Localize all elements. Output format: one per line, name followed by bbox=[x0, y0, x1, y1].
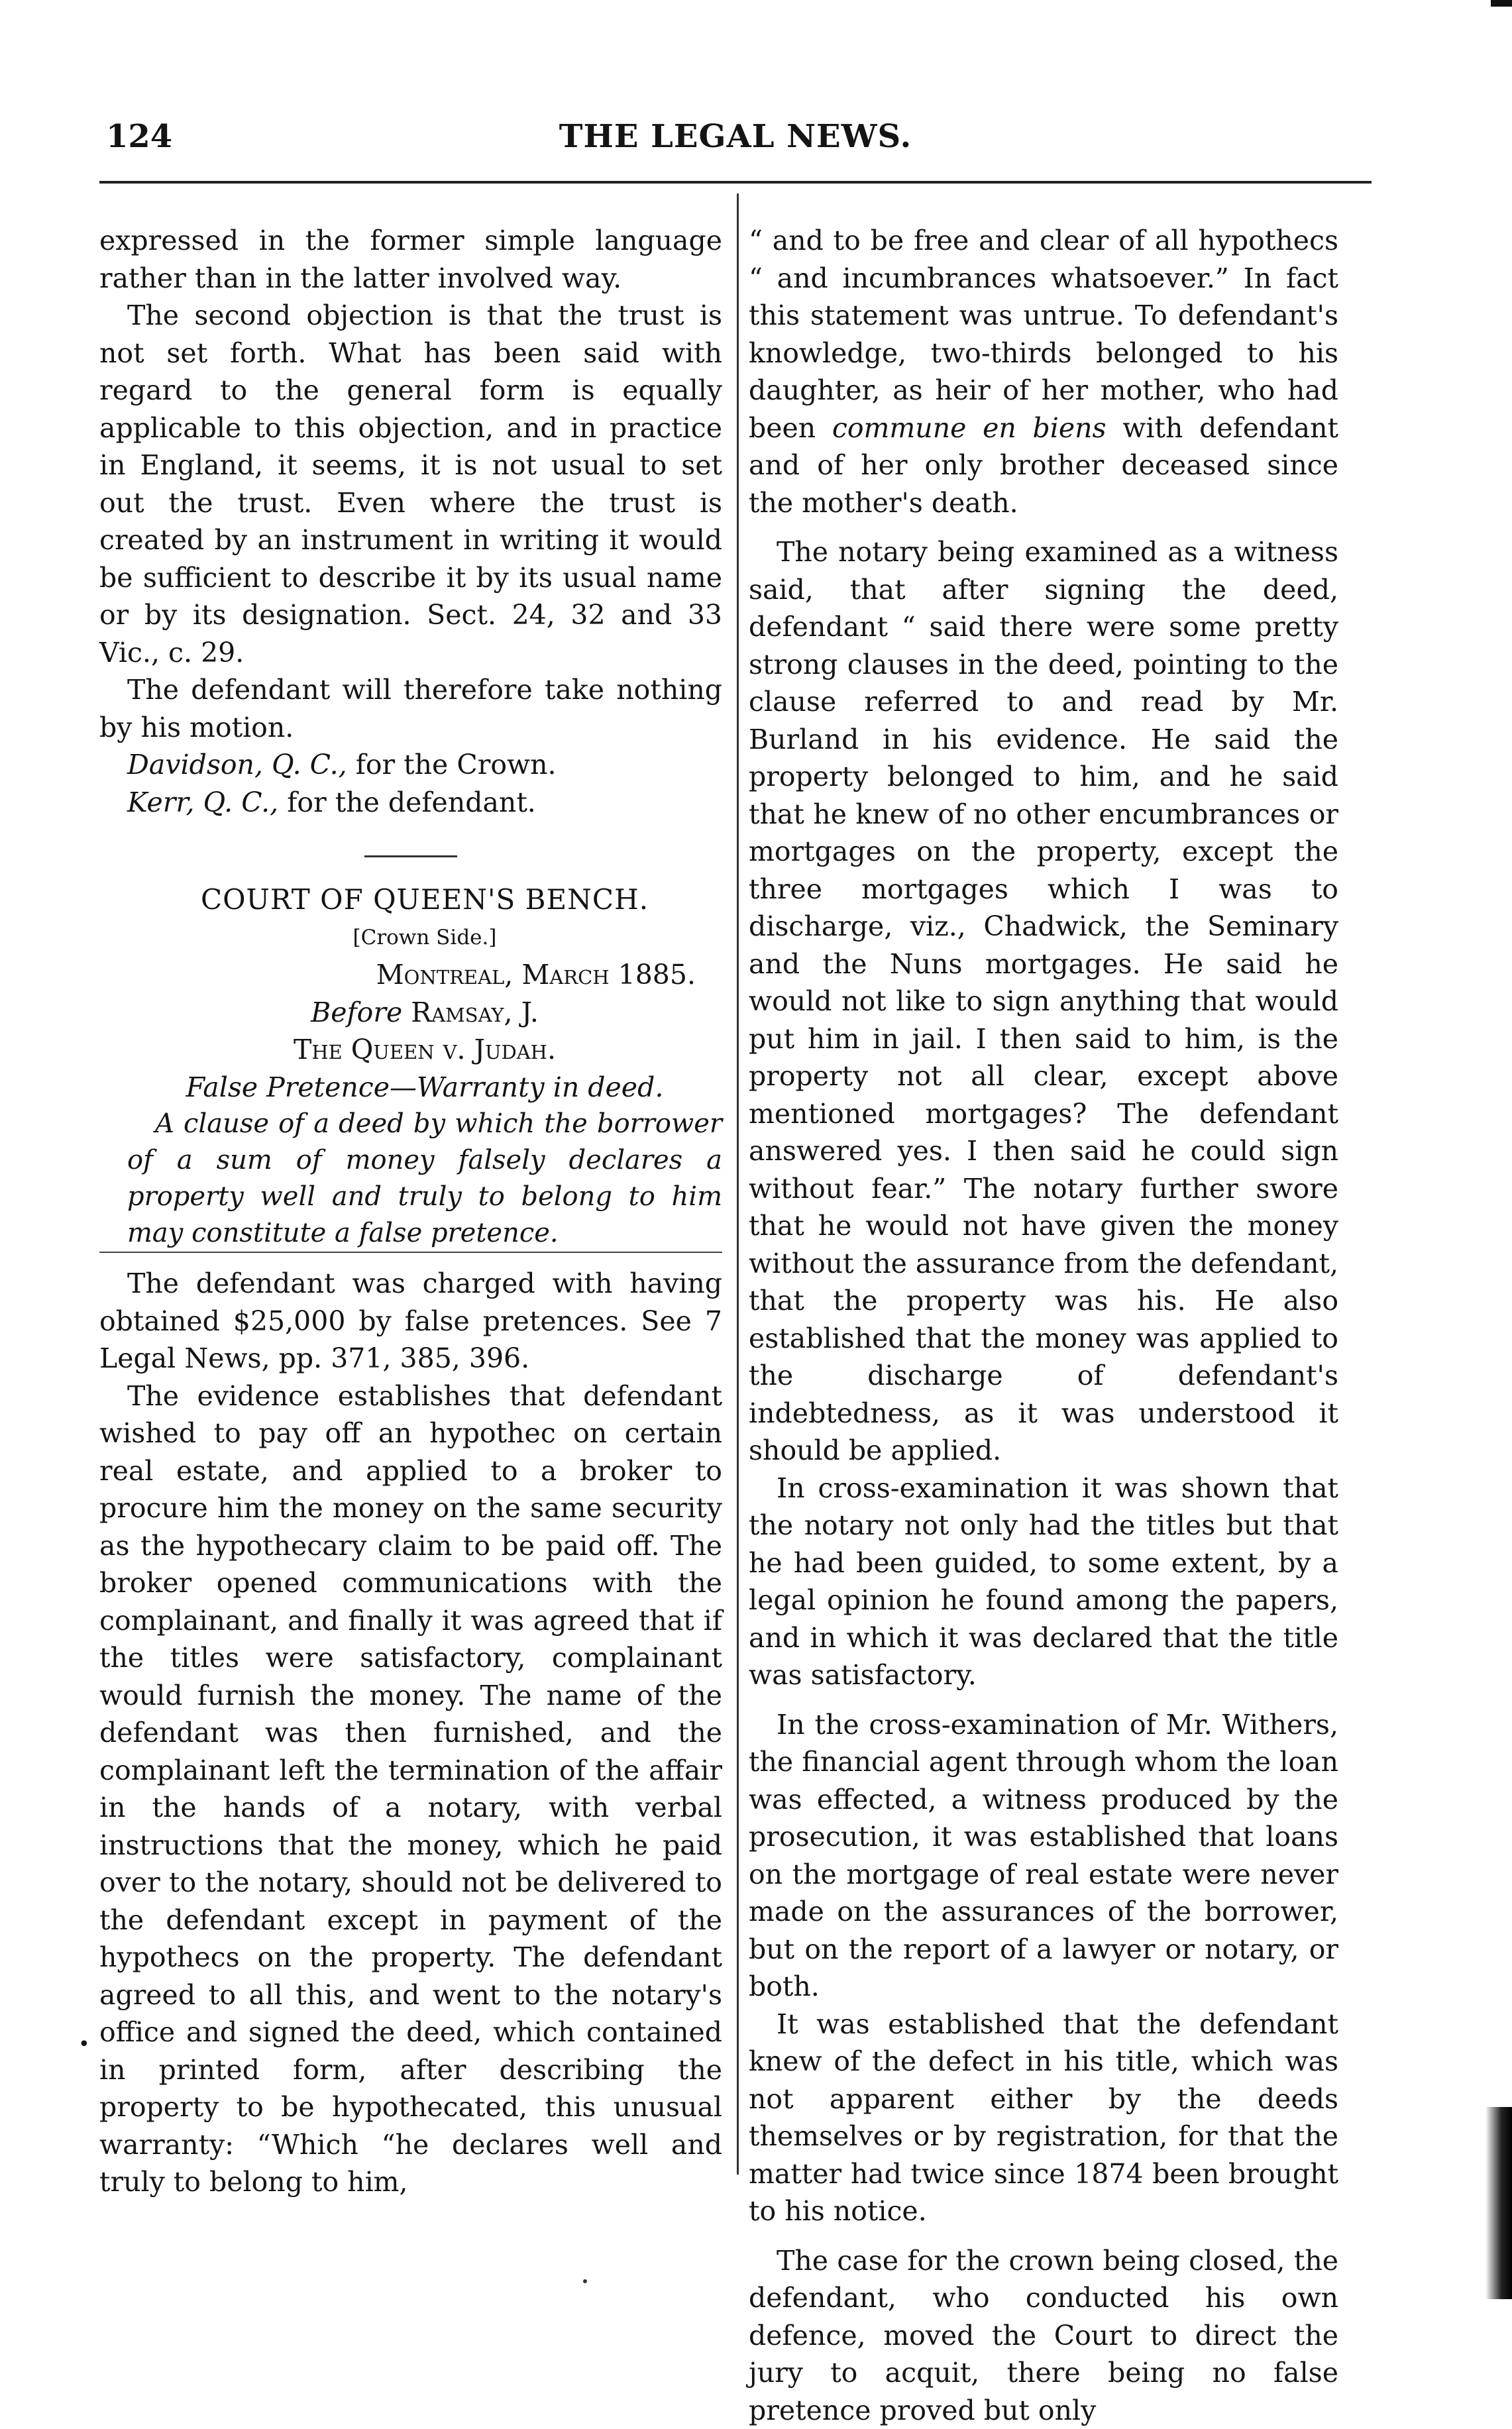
page-number: 124 bbox=[106, 118, 172, 155]
counsel-role: for the defendant. bbox=[278, 786, 536, 818]
italic-phrase: commune en biens bbox=[832, 412, 1107, 444]
before-line bbox=[99, 994, 722, 1032]
paragraph: The defendant was charged with having obtained $25,000 by false pretences. See 7 Legal News, pp. 371, 385, 396. bbox=[99, 1265, 722, 1377]
case-subject: False Pretence—Warranty in deed. bbox=[99, 1069, 722, 1107]
court-side: [Crown Side.] bbox=[99, 919, 722, 957]
corner-mark bbox=[1491, 0, 1512, 7]
paragraph bbox=[749, 222, 1338, 521]
column-divider bbox=[737, 193, 739, 2175]
right-column bbox=[749, 222, 1338, 2429]
judge-name: Ramsay, J. bbox=[402, 997, 539, 1028]
journal-title: THE LEGAL NEWS. bbox=[99, 118, 1372, 155]
print-speck bbox=[583, 2279, 587, 2283]
left-column bbox=[99, 222, 722, 2201]
counsel-name: Davidson, Q. C., bbox=[127, 749, 347, 781]
place-date: Montreal, March 1885. bbox=[99, 956, 722, 994]
text-run: “ and to be free and clear of all hypothecs “ and incumbrances whatsoever.” In fact this statement was untrue. To defendant's knowledge, two-thirds belonged to his daughter, as heir of her mother, who had been bbox=[749, 225, 1338, 444]
counsel-name: Kerr, Q. C., bbox=[127, 786, 278, 818]
headnote: A clause of a deed by which the borrower of a sum of money falsely declares a property well and truly to belong to him may constitute a false pretence. bbox=[99, 1106, 722, 1252]
paragraph: The case for the crown being closed, the defendant, who conducted his own defence, moved the Court to direct the jury to acquit, there being no false pretence proved but only bbox=[749, 2242, 1338, 2429]
text-run: with defendant and of her only brother deceased since the mother's death. bbox=[749, 412, 1338, 519]
paragraph: The notary being examined as a witness said, that after signing the deed, defendant “ said there were some pretty strong clauses in the deed, pointing to the clause referred to and read by Mr. Burland in his evidence. He said the property belonged to him, and he said that he knew of no other encumbrances or mortgages on the property, except the three mortgages which I was to discharge, viz., Chadwick, the Seminary and the Nuns mortgages. He said he would not like to sign anything that would put him in jail. I then said to him, is the property not all clear, except above mentioned mortgages? The defendant answered yes. I then said he could sign without fear.” The notary further swore that he would not have given the money without the assurance from the defendant, that the property was his. He also established that the money was applied to the discharge of defendant's indebtedness, as it was understood it should be applied. bbox=[749, 533, 1338, 1470]
case-name: The Queen v. Judah. bbox=[99, 1031, 722, 1069]
paragraph: expressed in the former simple language rather than in the latter involved way. bbox=[99, 222, 722, 297]
paragraph: The second objection is that the trust is not set forth. What has been said with regard to the general form is equally applicable to this objection, and in practice in England, it seems, it is not usual to set out the trust. Even where the trust is created by an instrument in writing it would be sufficient to describe it by its usual name or by its designation. Sect. 24, 32 and 33 Vic., c. 29. bbox=[99, 297, 722, 671]
paragraph: It was established that the defendant knew of the defect in his title, which was not apparent either by the deeds themselves or by registration, for that the matter had twice since 1874 been brought to his notice. bbox=[749, 2006, 1338, 2230]
page-header bbox=[99, 118, 1372, 171]
section-separator bbox=[364, 855, 457, 857]
paragraph: The evidence establishes that defendant wished to pay off an hypothec on certain real estate, and applied to a broker to procure him the money on the same security as the hypothecary claim to be paid off. The broker opened communications with the complainant, and finally it was agreed that if the titles were satisfactory, complainant would furnish the money. The name of the defendant was then furnished, and the complainant left the termination of the affair in the hands of a notary, with verbal instructions that the money, which he paid over to the notary, should not be delivered to the defendant except in payment of the hypothecs on the property. The defendant agreed to all this, and went to the notary's office and signed the deed, which contained in printed form, after describing the property to be hypothecated, this unusual warranty: “Which “he declares well and truly to belong to him, bbox=[99, 1377, 722, 2201]
paragraph: In cross-examination it was shown that the notary not only had the titles but that he had been guided, to some extent, by a legal opinion he found among the papers, and in which it was declared that the title was satisfactory. bbox=[749, 1470, 1338, 1694]
margin-bullet: • bbox=[78, 2033, 90, 2056]
header-rule bbox=[99, 181, 1372, 184]
counsel-line bbox=[99, 784, 722, 822]
counsel-role: for the Crown. bbox=[347, 749, 557, 781]
headnote-rule bbox=[99, 1252, 722, 1253]
court-title: COURT OF QUEEN'S BENCH. bbox=[99, 881, 722, 919]
before-label: Before bbox=[311, 997, 402, 1028]
paragraph: The defendant will therefore take nothing by his motion. bbox=[99, 671, 722, 746]
counsel-line bbox=[99, 746, 722, 784]
page-edge-shadow bbox=[1485, 2107, 1512, 2299]
paragraph: In the cross-examination of Mr. Withers, the financial agent through whom the loan was effected, a witness produced by the prosecution, it was established that loans on the mortgage of real estate were never made on the assurances of the borrower, but on the report of a lawyer or notary, or both. bbox=[749, 1706, 1338, 2006]
